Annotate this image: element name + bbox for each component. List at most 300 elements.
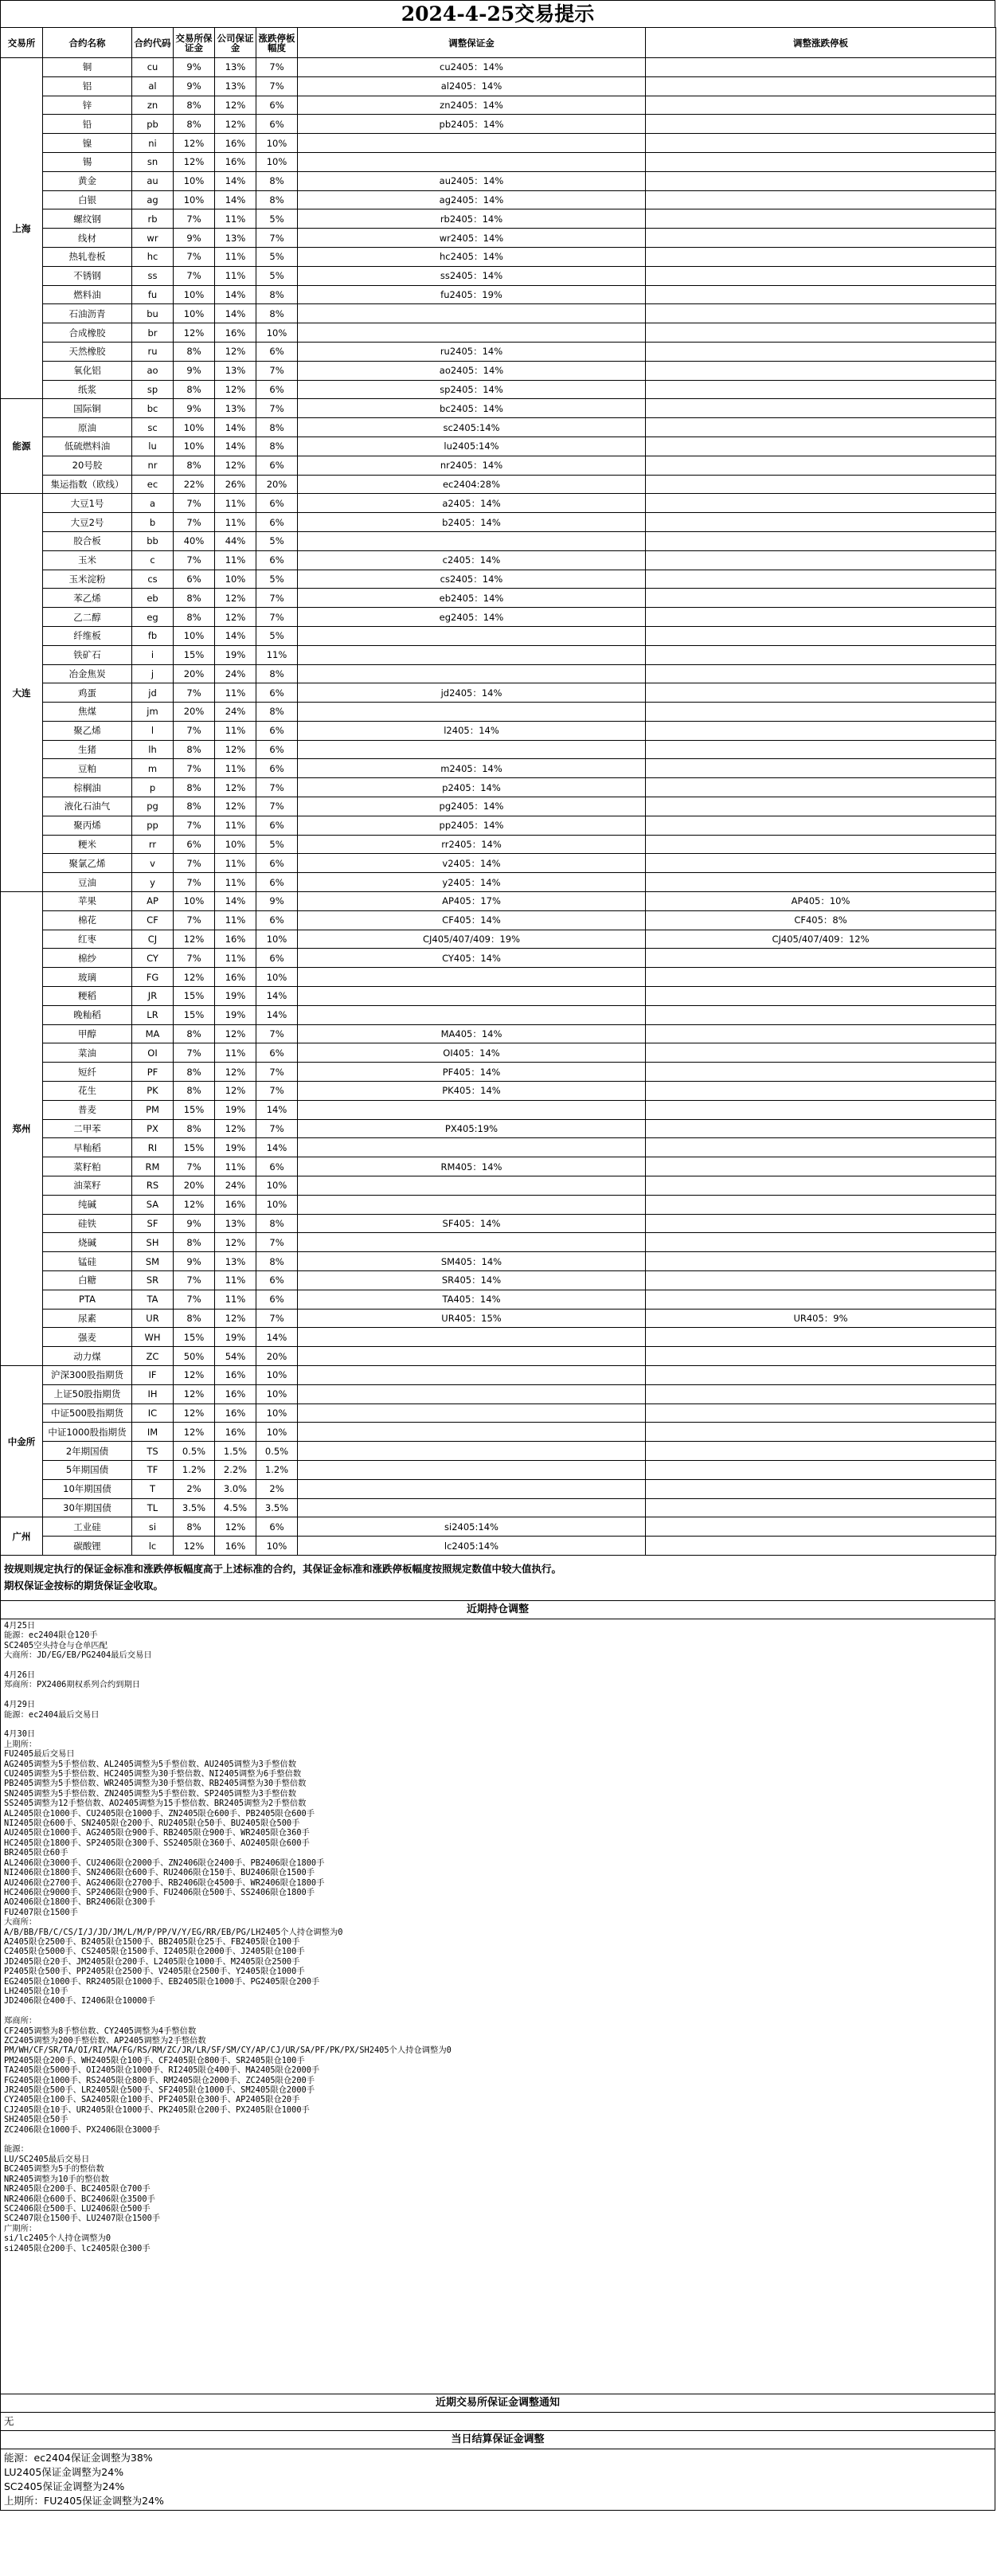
exchange-margin-cell: 8% bbox=[174, 589, 215, 608]
limit-cell: 10% bbox=[256, 1176, 298, 1196]
contract-name-cell: 粳米 bbox=[43, 835, 132, 854]
contract-name-cell: 白银 bbox=[43, 190, 132, 209]
contract-name-cell: 铅 bbox=[43, 115, 132, 134]
adjust-margin-cell bbox=[298, 1138, 646, 1157]
company-margin-cell: 12% bbox=[215, 342, 256, 361]
exchange-margin-cell: 8% bbox=[174, 608, 215, 627]
exchange-margin-cell: 12% bbox=[174, 323, 215, 343]
limit-cell: 1.2% bbox=[256, 1460, 298, 1479]
table-row bbox=[1, 1442, 996, 1461]
position-line: si2405限仓200手、lc2405限仓300手 bbox=[4, 2243, 151, 2253]
position-line: SC2407限仓1500手、LU2407限仓1500手 bbox=[4, 2214, 161, 2224]
contract-name-cell: 大豆2号 bbox=[43, 513, 132, 532]
position-line: PM/WH/CF/SR/TA/OI/RI/MA/FG/RS/RM/ZC/JR/LR/SF/SM/CY/AP/CJ/UR/SA/PF/PK/PX/SH2405个人持仓调整为0 bbox=[4, 2046, 452, 2056]
exchange-margin-cell: 6% bbox=[174, 570, 215, 589]
settle-line: LU2405保证金调整为24% bbox=[4, 2465, 124, 2478]
adjust-margin-cell: cu2405：14% bbox=[298, 58, 646, 77]
contract-name-cell: 2年期国债 bbox=[43, 1442, 132, 1461]
adjust-limit-cell bbox=[646, 570, 996, 589]
exchange-margin-cell: 40% bbox=[174, 531, 215, 550]
company-margin-cell: 11% bbox=[215, 494, 256, 513]
company-margin-cell: 12% bbox=[215, 608, 256, 627]
company-margin-cell: 12% bbox=[215, 456, 256, 475]
company-margin-cell: 16% bbox=[215, 1537, 256, 1556]
table-row bbox=[1, 816, 996, 835]
table-row bbox=[1, 1460, 996, 1479]
contract-code-cell: pg bbox=[132, 797, 174, 816]
adjust-margin-cell bbox=[298, 152, 646, 171]
position-line: 郑商所： bbox=[4, 2016, 37, 2026]
position-line: CJ2405限仓10手、UR2405限仓1000手、PK2405限仓200手、PX2405限仓1000手 bbox=[4, 2104, 310, 2115]
contract-name-cell: 集运指数（欧线） bbox=[43, 475, 132, 494]
exchange-margin-cell: 0.5% bbox=[174, 1442, 215, 1461]
adjust-margin-cell bbox=[298, 1365, 646, 1384]
adjust-margin-cell: TA405：14% bbox=[298, 1290, 646, 1309]
exchange-cell: 大连 bbox=[1, 494, 43, 892]
limit-cell: 6% bbox=[256, 380, 298, 399]
table-row bbox=[1, 683, 996, 703]
contract-name-cell: 胶合板 bbox=[43, 531, 132, 550]
position-line: TA2405限仓5000手、OI2405限仓1000手、RI2405限仓400手、MA2405限仓2000手 bbox=[4, 2065, 320, 2076]
adjust-margin-cell: lu2405:14% bbox=[298, 437, 646, 456]
table-row bbox=[1, 626, 996, 645]
company-margin-cell: 19% bbox=[215, 1328, 256, 1347]
adjust-limit-cell bbox=[646, 683, 996, 703]
table-row bbox=[1, 1309, 996, 1328]
adjust-margin-cell: si2405:14% bbox=[298, 1517, 646, 1537]
adjust-margin-cell bbox=[298, 531, 646, 550]
table-row bbox=[1, 664, 996, 683]
adjust-margin-cell: al2405：14% bbox=[298, 76, 646, 96]
adjust-margin-cell: eg2405：14% bbox=[298, 608, 646, 627]
adjust-margin-cell: v2405：14% bbox=[298, 854, 646, 873]
limit-cell: 2% bbox=[256, 1479, 298, 1498]
position-line: 郑商所：PX2406期权系列合约到期日 bbox=[4, 1680, 141, 1690]
col-exchange-margin: 交易所保证金 bbox=[174, 28, 215, 58]
table-row bbox=[1, 1252, 996, 1271]
contract-name-cell: 不锈钢 bbox=[43, 266, 132, 285]
contract-code-cell: LR bbox=[132, 1005, 174, 1024]
adjust-limit-cell bbox=[646, 304, 996, 323]
adjust-limit-cell bbox=[646, 209, 996, 229]
company-margin-cell: 24% bbox=[215, 664, 256, 683]
company-margin-cell: 11% bbox=[215, 550, 256, 570]
adjust-margin-cell: eb2405：14% bbox=[298, 589, 646, 608]
adjust-limit-cell bbox=[646, 987, 996, 1006]
exchange-cell: 郑州 bbox=[1, 892, 43, 1366]
limit-cell: 5% bbox=[256, 266, 298, 285]
adjust-margin-cell: lc2405:14% bbox=[298, 1537, 646, 1556]
adjust-limit-cell bbox=[646, 854, 996, 873]
adjust-limit-cell bbox=[646, 1365, 996, 1384]
contract-name-cell: 10年期国债 bbox=[43, 1479, 132, 1498]
position-line: 大商所：JD/EG/EB/PG2404最后交易日 bbox=[4, 1650, 152, 1661]
company-margin-cell: 16% bbox=[215, 1423, 256, 1442]
exchange-margin-cell: 9% bbox=[174, 1214, 215, 1233]
contract-code-cell: OI bbox=[132, 1043, 174, 1063]
adjust-limit-cell bbox=[646, 152, 996, 171]
contract-code-cell: wr bbox=[132, 229, 174, 248]
limit-cell: 14% bbox=[256, 987, 298, 1006]
contract-code-cell: SM bbox=[132, 1252, 174, 1271]
company-margin-cell: 12% bbox=[215, 1082, 256, 1101]
adjust-margin-cell: c2405：14% bbox=[298, 550, 646, 570]
exchange-margin-cell: 7% bbox=[174, 247, 215, 266]
limit-cell: 20% bbox=[256, 1347, 298, 1366]
limit-cell: 6% bbox=[256, 854, 298, 873]
company-margin-cell: 13% bbox=[215, 361, 256, 380]
exchange-margin-cell: 12% bbox=[174, 152, 215, 171]
table-row bbox=[1, 1271, 996, 1290]
company-margin-cell: 12% bbox=[215, 96, 256, 115]
adjust-limit-cell bbox=[646, 1328, 996, 1347]
table-row bbox=[1, 740, 996, 759]
table-row bbox=[1, 1233, 996, 1252]
contract-code-cell: TS bbox=[132, 1442, 174, 1461]
exchange-margin-cell: 7% bbox=[174, 1157, 215, 1176]
position-line: AL2405限仓1000手、CU2405限仓1000手、ZN2405限仓600手、PB2405限仓600手 bbox=[4, 1808, 315, 1818]
exchange-margin-cell: 6% bbox=[174, 835, 215, 854]
contract-name-cell: 豆粕 bbox=[43, 759, 132, 778]
adjust-margin-cell: sp2405：14% bbox=[298, 380, 646, 399]
exchange-margin-cell: 10% bbox=[174, 626, 215, 645]
contract-code-cell: zn bbox=[132, 96, 174, 115]
contract-code-cell: i bbox=[132, 645, 174, 664]
exchange-margin-cell: 7% bbox=[174, 1271, 215, 1290]
exchange-margin-cell: 12% bbox=[174, 1403, 215, 1423]
position-line: NR2405限仓200手、BC2405限仓700手 bbox=[4, 2184, 151, 2194]
limit-cell: 10% bbox=[256, 1365, 298, 1384]
company-margin-cell: 16% bbox=[215, 134, 256, 153]
limit-cell: 5% bbox=[256, 209, 298, 229]
limit-cell: 7% bbox=[256, 361, 298, 380]
position-line bbox=[4, 1661, 991, 1670]
contract-code-cell: eg bbox=[132, 608, 174, 627]
exchange-cell: 能源 bbox=[1, 399, 43, 494]
contract-name-cell: 氧化铝 bbox=[43, 361, 132, 380]
contract-code-cell: SA bbox=[132, 1195, 174, 1214]
exchange-margin-cell: 9% bbox=[174, 1252, 215, 1271]
adjust-limit-cell bbox=[646, 115, 996, 134]
company-margin-cell: 11% bbox=[215, 1290, 256, 1309]
company-margin-cell: 13% bbox=[215, 1214, 256, 1233]
company-margin-cell: 14% bbox=[215, 437, 256, 456]
table-row bbox=[1, 247, 996, 266]
adjust-margin-cell bbox=[298, 664, 646, 683]
table-row bbox=[1, 531, 996, 550]
position-line: JR2405限仓500手、LR2405限仓500手、SF2405限仓1000手、SM2405限仓2000手 bbox=[4, 2085, 315, 2096]
adjust-limit-cell bbox=[646, 1233, 996, 1252]
contract-code-cell: nr bbox=[132, 456, 174, 475]
company-margin-cell: 11% bbox=[215, 209, 256, 229]
position-line: CY2405限仓100手、SA2405限仓100手、PF2405限仓300手、AP2405限仓20手 bbox=[4, 2095, 300, 2105]
contract-code-cell: PF bbox=[132, 1063, 174, 1082]
adjust-margin-cell bbox=[298, 1442, 646, 1461]
table-row bbox=[1, 96, 996, 115]
table-row bbox=[1, 854, 996, 873]
table-row bbox=[1, 342, 996, 361]
limit-cell: 7% bbox=[256, 1082, 298, 1101]
table-row bbox=[1, 1403, 996, 1423]
company-margin-cell: 16% bbox=[215, 152, 256, 171]
company-margin-cell: 16% bbox=[215, 930, 256, 949]
contract-name-cell: 冶金焦炭 bbox=[43, 664, 132, 683]
company-margin-cell: 13% bbox=[215, 229, 256, 248]
adjust-limit-cell bbox=[646, 1252, 996, 1271]
table-row bbox=[1, 1024, 996, 1043]
company-margin-cell: 14% bbox=[215, 626, 256, 645]
adjust-limit-cell bbox=[646, 608, 996, 627]
position-line: AG2405调整为5手整倍数、AL2405调整为5手整倍数、AU2405调整为3手整倍数 bbox=[4, 1759, 297, 1769]
rule-note-line: 按规则规定执行的保证金标准和涨跌停板幅度高于上述标准的合约，其保证金标准和涨跌停板幅度按照规定数值中较大值执行。 bbox=[4, 1562, 562, 1575]
adjust-limit-cell bbox=[646, 285, 996, 304]
company-margin-cell: 12% bbox=[215, 1233, 256, 1252]
adjust-margin-cell: hc2405：14% bbox=[298, 247, 646, 266]
company-margin-cell: 12% bbox=[215, 740, 256, 759]
contract-code-cell: l bbox=[132, 721, 174, 740]
position-line: CU2405调整为5手整倍数、HC2405调整为30手整倍数、NI2405调整为6手整倍数 bbox=[4, 1769, 302, 1779]
position-line: FG2405限仓1000手、RS2405限仓800手、RM2405限仓2000手、ZC2405限仓200手 bbox=[4, 2075, 315, 2085]
contract-name-cell: 线材 bbox=[43, 229, 132, 248]
exchange-margin-cell: 7% bbox=[174, 759, 215, 778]
adjust-limit-cell: CF405：8% bbox=[646, 910, 996, 930]
exchange-margin-cell: 8% bbox=[174, 456, 215, 475]
adjust-margin-cell: SM405：14% bbox=[298, 1252, 646, 1271]
contract-name-cell: 尿素 bbox=[43, 1309, 132, 1328]
adjust-limit-cell bbox=[646, 740, 996, 759]
company-margin-cell: 16% bbox=[215, 323, 256, 343]
adjust-margin-cell bbox=[298, 1176, 646, 1196]
table-row bbox=[1, 209, 996, 229]
table-row bbox=[1, 910, 996, 930]
position-line: 能源：ec2404最后交易日 bbox=[4, 1709, 100, 1720]
limit-cell: 9% bbox=[256, 892, 298, 911]
limit-cell: 5% bbox=[256, 570, 298, 589]
exchange-margin-cell: 10% bbox=[174, 418, 215, 437]
exchange-margin-cell: 50% bbox=[174, 1347, 215, 1366]
exchange-margin-cell: 8% bbox=[174, 1082, 215, 1101]
exchange-margin-cell: 7% bbox=[174, 854, 215, 873]
contract-name-cell: 白糖 bbox=[43, 1271, 132, 1290]
exchange-margin-cell: 8% bbox=[174, 1024, 215, 1043]
table-row bbox=[1, 778, 996, 797]
limit-cell: 7% bbox=[256, 608, 298, 627]
contract-code-cell: b bbox=[132, 513, 174, 532]
adjust-margin-cell: CY405：14% bbox=[298, 949, 646, 968]
contract-name-cell: 玉米淀粉 bbox=[43, 570, 132, 589]
adjust-limit-cell bbox=[646, 703, 996, 722]
limit-cell: 6% bbox=[256, 949, 298, 968]
table-row bbox=[1, 1005, 996, 1024]
contract-code-cell: sc bbox=[132, 418, 174, 437]
table-row bbox=[1, 1365, 996, 1384]
adjust-margin-cell: m2405：14% bbox=[298, 759, 646, 778]
company-margin-cell: 12% bbox=[215, 115, 256, 134]
adjust-margin-cell: SR405：14% bbox=[298, 1271, 646, 1290]
limit-cell: 7% bbox=[256, 1119, 298, 1138]
adjust-margin-cell: ss2405：14% bbox=[298, 266, 646, 285]
contract-name-cell: 燃料油 bbox=[43, 285, 132, 304]
adjust-limit-cell bbox=[646, 1005, 996, 1024]
company-margin-cell: 11% bbox=[215, 816, 256, 835]
exchange-margin-cell: 10% bbox=[174, 892, 215, 911]
exchange-margin-cell: 9% bbox=[174, 229, 215, 248]
adjust-margin-cell bbox=[298, 1005, 646, 1024]
contract-name-cell: 豆油 bbox=[43, 873, 132, 892]
contract-code-cell: sn bbox=[132, 152, 174, 171]
adjust-margin-cell bbox=[298, 626, 646, 645]
limit-cell: 6% bbox=[256, 1517, 298, 1537]
contract-name-cell: 短纤 bbox=[43, 1063, 132, 1082]
position-line: ZC2406限仓1000手、PX2406限仓3000手 bbox=[4, 2124, 161, 2135]
exchange-margin-cell: 15% bbox=[174, 1328, 215, 1347]
adjust-margin-cell bbox=[298, 1384, 646, 1403]
contract-code-cell: IM bbox=[132, 1423, 174, 1442]
adjust-margin-cell: pp2405：14% bbox=[298, 816, 646, 835]
contract-name-cell: 黄金 bbox=[43, 171, 132, 190]
adjust-limit-cell bbox=[646, 1290, 996, 1309]
adjust-limit-cell bbox=[646, 494, 996, 513]
position-line: JD2405限仓20手、JM2405限仓200手、L2405限仓1000手、M2405限仓2500手 bbox=[4, 1956, 300, 1967]
limit-cell: 8% bbox=[256, 703, 298, 722]
position-line: LH2405限仓10手 bbox=[4, 1986, 68, 1996]
company-margin-cell: 12% bbox=[215, 778, 256, 797]
table-row bbox=[1, 494, 996, 513]
adjust-margin-cell bbox=[298, 645, 646, 664]
adjust-margin-cell: a2405：14% bbox=[298, 494, 646, 513]
limit-cell: 10% bbox=[256, 1403, 298, 1423]
contract-code-cell: PX bbox=[132, 1119, 174, 1138]
adjust-limit-cell bbox=[646, 1384, 996, 1403]
adjust-limit-cell bbox=[646, 1517, 996, 1537]
table-row bbox=[1, 1063, 996, 1082]
limit-cell: 6% bbox=[256, 910, 298, 930]
adjust-limit-cell bbox=[646, 531, 996, 550]
position-line: LU/SC2405最后交易日 bbox=[4, 2154, 90, 2164]
contract-code-cell: y bbox=[132, 873, 174, 892]
table-row bbox=[1, 418, 996, 437]
company-margin-cell: 11% bbox=[215, 1271, 256, 1290]
company-margin-cell: 11% bbox=[215, 247, 256, 266]
contract-name-cell: 低硫燃料油 bbox=[43, 437, 132, 456]
adjust-margin-cell: pb2405：14% bbox=[298, 115, 646, 134]
contract-name-cell: 铝 bbox=[43, 76, 132, 96]
position-line: 4月26日 bbox=[4, 1670, 36, 1680]
adjust-margin-cell: cs2405：14% bbox=[298, 570, 646, 589]
adjust-margin-cell: wr2405：14% bbox=[298, 229, 646, 248]
contract-name-cell: 苹果 bbox=[43, 892, 132, 911]
contract-code-cell: CJ bbox=[132, 930, 174, 949]
company-margin-cell: 19% bbox=[215, 1005, 256, 1024]
position-line bbox=[4, 1690, 991, 1700]
contract-code-cell: fb bbox=[132, 626, 174, 645]
position-line: A2405限仓2500手、B2405限仓1500手、BB2405限仓25手、FB2405限仓100手 bbox=[4, 1936, 300, 1947]
exchange-margin-cell: 8% bbox=[174, 797, 215, 816]
exchange-margin-cell: 9% bbox=[174, 399, 215, 418]
position-line bbox=[4, 2006, 991, 2016]
contract-code-cell: ss bbox=[132, 266, 174, 285]
table-row bbox=[1, 949, 996, 968]
exchange-margin-cell: 12% bbox=[174, 1423, 215, 1442]
adjust-limit-cell bbox=[646, 76, 996, 96]
table-row bbox=[1, 835, 996, 854]
exchange-margin-cell: 8% bbox=[174, 1233, 215, 1252]
adjust-margin-cell: UR405：15% bbox=[298, 1309, 646, 1328]
contract-name-cell: 合成橡胶 bbox=[43, 323, 132, 343]
position-line: 广期所： bbox=[4, 2223, 37, 2233]
company-margin-cell: 11% bbox=[215, 266, 256, 285]
contract-code-cell: SR bbox=[132, 1271, 174, 1290]
table-row bbox=[1, 76, 996, 96]
rule-note-line: 期权保证金按标的期货保证金收取。 bbox=[4, 1579, 164, 1591]
exchange-margin-cell: 12% bbox=[174, 134, 215, 153]
position-line: NI2406限仓1800手、SN2406限仓600手、RU2406限仓150手、BU2406限仓1500手 bbox=[4, 1868, 315, 1878]
adjust-limit-cell bbox=[646, 1537, 996, 1556]
position-line: HC2406限仓9000手、SP2406限仓900手、FU2406限仓500手、SS2406限仓1800手 bbox=[4, 1887, 315, 1897]
table-row bbox=[1, 570, 996, 589]
company-margin-cell: 24% bbox=[215, 1176, 256, 1196]
position-line: HC2405限仓1800手、SP2405限仓300手、SS2405限仓360手、AO2405限仓600手 bbox=[4, 1838, 310, 1848]
col-exchange: 交易所 bbox=[1, 28, 43, 58]
contract-code-cell: sp bbox=[132, 380, 174, 399]
exchange-margin-cell: 7% bbox=[174, 513, 215, 532]
contract-name-cell: 碳酸锂 bbox=[43, 1537, 132, 1556]
table-row bbox=[1, 1537, 996, 1556]
contract-code-cell: bu bbox=[132, 304, 174, 323]
contract-code-cell: TA bbox=[132, 1290, 174, 1309]
table-row bbox=[1, 1043, 996, 1063]
exchange-margin-cell: 7% bbox=[174, 910, 215, 930]
position-line: SS2405调整为12手整倍数、AO2405调整为15手整倍数、BR2405调整为2手整倍数 bbox=[4, 1799, 307, 1809]
adjust-margin-cell: MA405：14% bbox=[298, 1024, 646, 1043]
adjust-limit-cell bbox=[646, 1271, 996, 1290]
position-line: AL2406限仓3000手、CU2406限仓2000手、ZN2406限仓2400手、PB2406限仓1800手 bbox=[4, 1858, 325, 1868]
table-row bbox=[1, 1082, 996, 1101]
exchange-margin-cell: 3.5% bbox=[174, 1498, 215, 1517]
adjust-limit-cell bbox=[646, 1442, 996, 1461]
limit-cell: 7% bbox=[256, 1024, 298, 1043]
contract-name-cell: 菜油 bbox=[43, 1043, 132, 1063]
table-row bbox=[1, 930, 996, 949]
company-margin-cell: 26% bbox=[215, 475, 256, 494]
adjust-limit-cell bbox=[646, 342, 996, 361]
contract-code-cell: rr bbox=[132, 835, 174, 854]
contract-name-cell: 30年期国债 bbox=[43, 1498, 132, 1517]
limit-cell: 6% bbox=[256, 1290, 298, 1309]
contract-code-cell: jd bbox=[132, 683, 174, 703]
adjust-margin-cell bbox=[298, 987, 646, 1006]
table-row bbox=[1, 1384, 996, 1403]
position-line: ZC2405调整为200手整倍数、AP2405调整为2手整倍数 bbox=[4, 2036, 206, 2046]
adjust-limit-cell: AP405：10% bbox=[646, 892, 996, 911]
adjust-margin-cell bbox=[298, 1403, 646, 1423]
contract-name-cell: 纯碱 bbox=[43, 1195, 132, 1214]
position-line: 能源：ec2404限仓120手 bbox=[4, 1631, 98, 1641]
contract-name-cell: 粳稻 bbox=[43, 987, 132, 1006]
adjust-margin-cell bbox=[298, 1423, 646, 1442]
table-row bbox=[1, 399, 996, 418]
table-row bbox=[1, 1347, 996, 1366]
company-margin-cell: 16% bbox=[215, 1195, 256, 1214]
adjust-margin-cell: rr2405：14% bbox=[298, 835, 646, 854]
adjust-limit-cell bbox=[646, 778, 996, 797]
adjust-margin-cell bbox=[298, 968, 646, 987]
position-line: A/B/BB/FB/C/CS/I/J/JD/JM/L/M/P/PP/V/Y/EG/RR/EB/PG/LH2405个人持仓调整为0 bbox=[4, 1927, 343, 1937]
table-row bbox=[1, 1290, 996, 1309]
exchange-margin-cell: 7% bbox=[174, 683, 215, 703]
position-line: 4月25日 bbox=[4, 1620, 36, 1631]
contract-code-cell: TF bbox=[132, 1460, 174, 1479]
